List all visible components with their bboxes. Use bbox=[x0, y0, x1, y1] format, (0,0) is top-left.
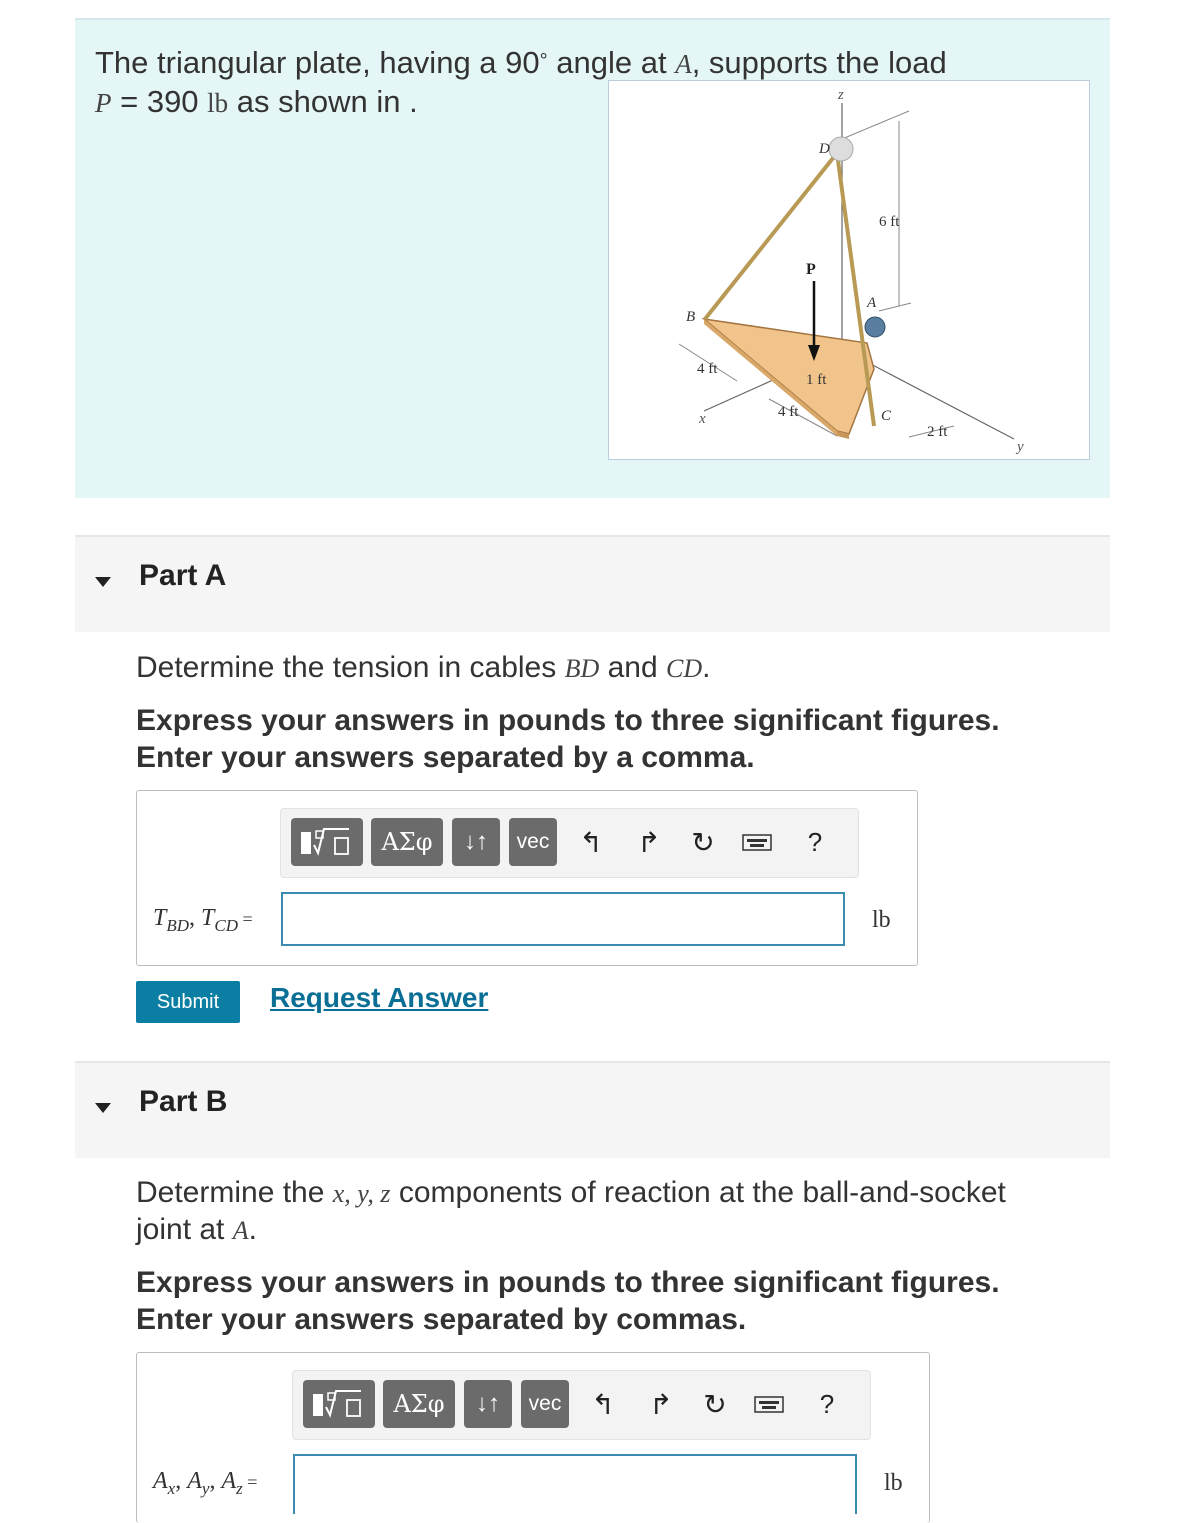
problem-figure bbox=[608, 80, 1090, 460]
redo-icon[interactable]: ↱ bbox=[649, 1388, 673, 1420]
redo-icon[interactable]: ↱ bbox=[637, 826, 661, 858]
submit-button[interactable]: Submit bbox=[136, 981, 240, 1023]
label-t-1: T bbox=[153, 905, 167, 931]
vector-button[interactable]: vec bbox=[509, 818, 557, 866]
template-icon bbox=[297, 825, 357, 859]
label-sub-x: x bbox=[167, 1478, 176, 1498]
label-sep-1: , bbox=[175, 1468, 188, 1494]
ball-socket-a bbox=[865, 317, 885, 337]
label-4ft-1: 4 ft bbox=[697, 361, 718, 377]
problem-text-2: angle at bbox=[547, 45, 676, 80]
part-a-period: . bbox=[702, 651, 711, 684]
part-a-question bbox=[136, 650, 1096, 687]
problem-statement bbox=[75, 18, 1110, 498]
part-b-question bbox=[136, 1175, 1096, 1249]
xyz-symbols: x, y, z bbox=[332, 1179, 391, 1208]
keyboard-icon[interactable] bbox=[749, 1383, 789, 1425]
subscript-superscript-button[interactable]: ↓↑ bbox=[464, 1380, 512, 1428]
plate-diagram bbox=[609, 81, 1089, 459]
reset-icon[interactable]: ↻ bbox=[691, 826, 715, 858]
part-a-answer-box bbox=[136, 790, 918, 966]
caret-down-icon[interactable] bbox=[95, 1103, 111, 1113]
part-a-question-text: Determine the tension in cables bbox=[136, 651, 565, 684]
part-a-title: Part A bbox=[139, 559, 227, 592]
part-b-instructions bbox=[136, 1264, 1096, 1338]
support-d bbox=[829, 137, 853, 161]
vector-button[interactable]: vec bbox=[521, 1380, 569, 1428]
part-b-unit: lb bbox=[884, 1470, 903, 1496]
part-a-instructions bbox=[136, 702, 1096, 776]
label-d: D bbox=[819, 141, 830, 157]
cable-cd-symbol: CD bbox=[665, 654, 703, 683]
label-sub-z: z bbox=[236, 1478, 243, 1498]
label-a: A bbox=[867, 295, 877, 311]
greek-symbols-button[interactable]: ΑΣφ bbox=[371, 818, 443, 866]
problem-text-3: , supports the load bbox=[691, 45, 947, 80]
templates-button[interactable] bbox=[303, 1380, 375, 1428]
cable-bd-symbol: BD bbox=[564, 654, 600, 683]
part-b-question-text-1: Determine the bbox=[136, 1176, 333, 1209]
subscript-superscript-button[interactable]: ↓↑ bbox=[452, 818, 500, 866]
part-a-instruction-1: Express your answers in pounds to three significant figures. bbox=[136, 704, 1000, 737]
degree-symbol: ° bbox=[539, 50, 548, 72]
label-sep-2: , bbox=[209, 1468, 222, 1494]
cable-bd bbox=[705, 153, 837, 319]
template-icon bbox=[309, 1387, 369, 1421]
label-a-x: A bbox=[153, 1468, 168, 1494]
dim-a-line bbox=[879, 303, 911, 311]
label-sub-cd: CD bbox=[214, 915, 239, 935]
help-icon[interactable]: ? bbox=[819, 1388, 835, 1419]
part-a-answer-input[interactable] bbox=[281, 892, 845, 946]
label-sub-y: y bbox=[201, 1478, 210, 1498]
label-sub-bd: BD bbox=[166, 915, 190, 935]
part-a-unit: lb bbox=[872, 907, 891, 933]
part-b-instruction-2: Enter your answers separated by commas. bbox=[136, 1303, 747, 1336]
label-c: C bbox=[881, 408, 892, 424]
label-p: P bbox=[806, 261, 816, 278]
part-b-header[interactable] bbox=[75, 1061, 1110, 1158]
part-a-and: and bbox=[599, 651, 666, 684]
part-a-math-toolbar bbox=[280, 808, 859, 878]
label-equals: = bbox=[238, 909, 253, 929]
label-a-y: A bbox=[187, 1468, 202, 1494]
caret-down-icon[interactable] bbox=[95, 577, 111, 587]
request-answer-link[interactable]: Request Answer bbox=[270, 982, 489, 1013]
part-b-title: Part B bbox=[139, 1085, 228, 1118]
label-2ft: 2 ft bbox=[927, 424, 948, 440]
joint-a-symbol: A bbox=[232, 1216, 249, 1245]
part-b-answer-input[interactable] bbox=[293, 1454, 857, 1514]
greek-symbols-button[interactable]: ΑΣφ bbox=[383, 1380, 455, 1428]
problem-text-1: The triangular plate, having a 90 bbox=[95, 45, 540, 80]
label-4ft-2: 4 ft bbox=[778, 404, 799, 420]
part-b-question-text-2: components of reaction at the ball-and-socket bbox=[390, 1176, 1006, 1209]
label-b: B bbox=[686, 309, 696, 325]
label-comma: , bbox=[189, 905, 202, 931]
label-a-z: A bbox=[221, 1468, 237, 1494]
label-t-2: T bbox=[201, 905, 215, 931]
problem-text-4: as shown in . bbox=[228, 84, 418, 119]
undo-icon[interactable]: ↰ bbox=[579, 826, 603, 858]
point-a-symbol: A bbox=[675, 49, 692, 79]
part-b-answer-box bbox=[136, 1352, 930, 1523]
label-equals: = bbox=[242, 1472, 258, 1492]
label-1ft: 1 ft bbox=[806, 372, 827, 388]
part-b-math-toolbar bbox=[292, 1370, 871, 1440]
part-b-period: . bbox=[248, 1213, 257, 1246]
part-b-answer-label bbox=[153, 1468, 257, 1499]
keyboard-icon[interactable] bbox=[737, 821, 777, 863]
part-a-answer-label bbox=[153, 905, 253, 936]
part-b-question-text-3: joint at bbox=[136, 1213, 233, 1246]
templates-button[interactable] bbox=[291, 818, 363, 866]
part-a-header[interactable] bbox=[75, 535, 1110, 632]
load-value: = 390 bbox=[111, 84, 208, 119]
part-b-instruction-1: Express your answers in pounds to three significant figures. bbox=[136, 1266, 1000, 1299]
label-x: x bbox=[699, 411, 706, 427]
label-6ft: 6 ft bbox=[879, 214, 900, 230]
label-z: z bbox=[838, 87, 844, 103]
part-a-instruction-2: Enter your answers separated by a comma. bbox=[136, 741, 755, 774]
reset-icon[interactable]: ↻ bbox=[703, 1388, 727, 1420]
label-y: y bbox=[1017, 439, 1024, 455]
undo-icon[interactable]: ↰ bbox=[591, 1388, 615, 1420]
help-icon[interactable]: ? bbox=[807, 826, 823, 857]
load-unit: lb bbox=[207, 88, 229, 118]
load-symbol: P bbox=[95, 88, 112, 118]
